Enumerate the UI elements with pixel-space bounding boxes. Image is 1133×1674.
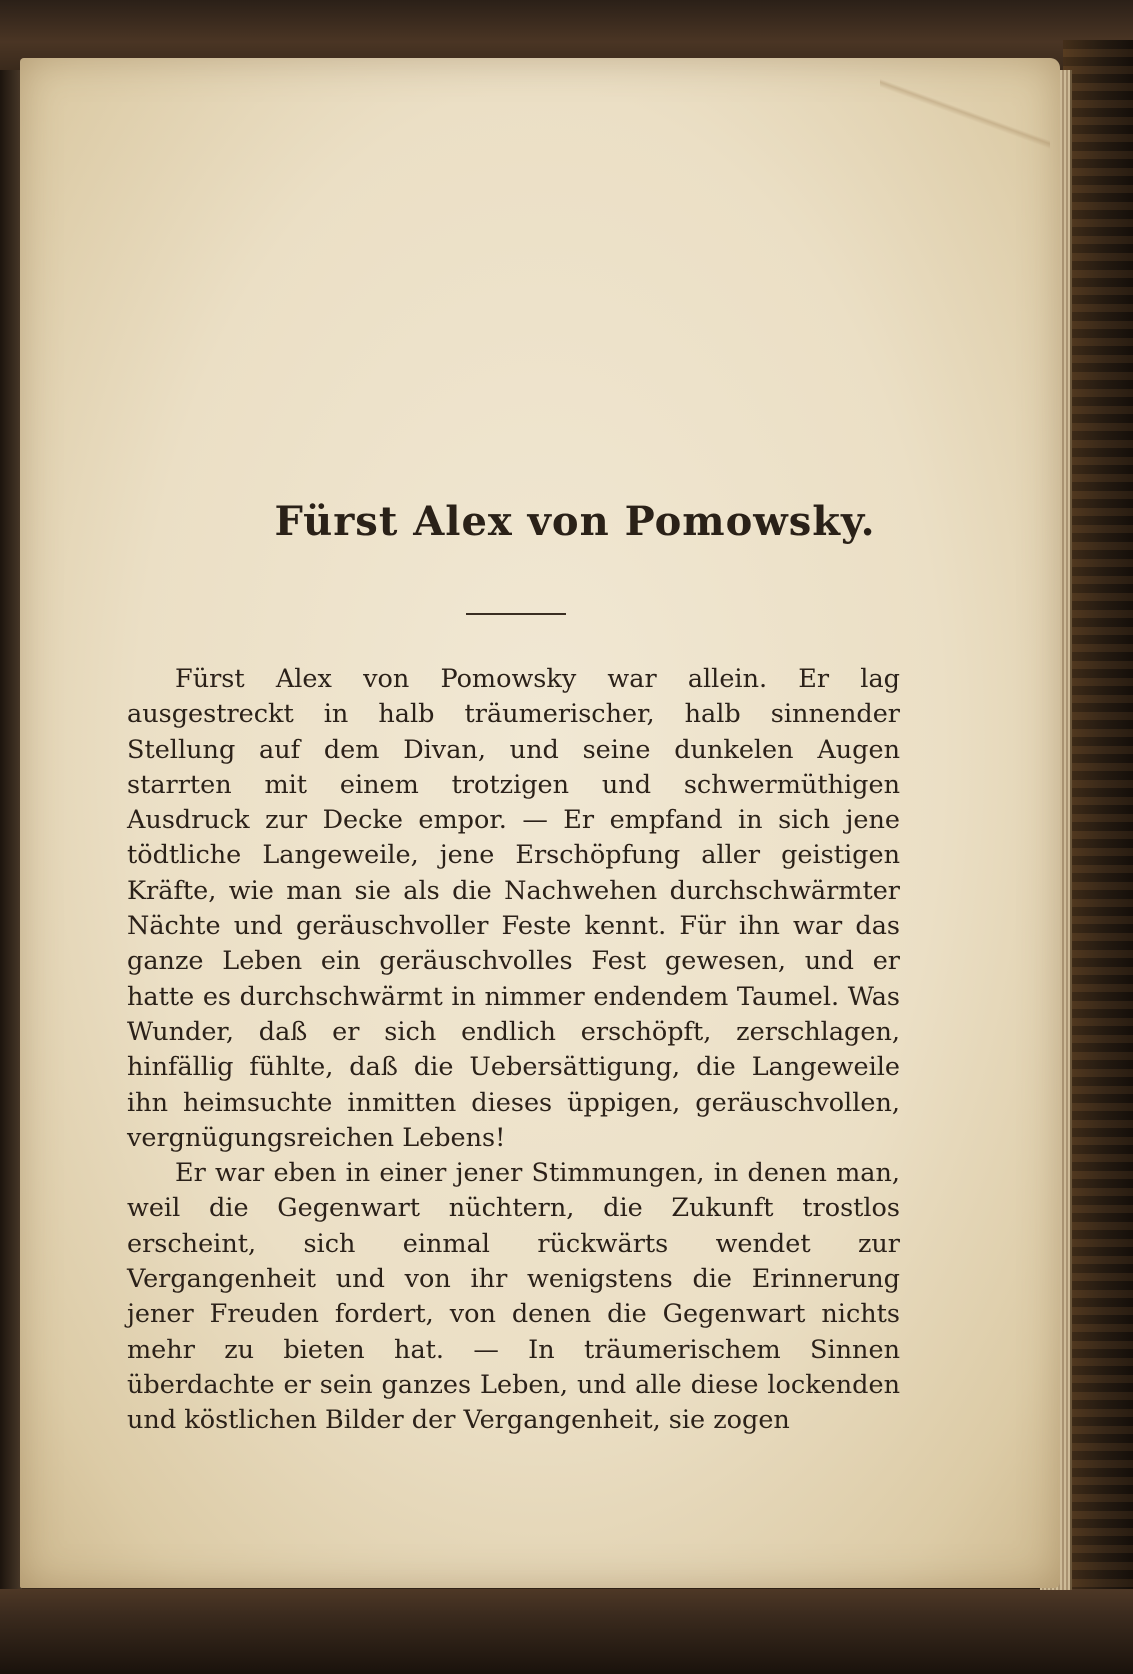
title-divider: [466, 613, 566, 615]
dog-ear-crease: [880, 58, 1050, 168]
chapter-title: Fürst Alex von Pomowsky.: [274, 498, 876, 545]
paragraph: Fürst Alex von Pomowsky war allein. Er lag ausgestreckt in halb träumerischer, halb sinnender Stellung auf dem Divan, und seine dunkelen Augen starrten mit einem trotzigen und schwermüthigen Ausdruck zur Decke empor. — Er empfand in sich jene tödtliche Langeweile, jene Erschöpfung aller geistigen Kräfte, wie man sie als die Nachwehen durchschwärmter Nächte und geräuschvoller Feste kennt. Für ihn war das ganze Leben ein geräuschvolles Fest gewesen, und er hatte es durchschwärmt in nimmer endendem Taumel. Was Wunder, daß er sich endlich erschöpft, zerschlagen, hinfällig fühlte, daß die Uebersättigung, die Langeweile ihn heimsuchte inmitten dieses üppigen, geräuschvollen, vergnügungsreichen Lebens!: [127, 664, 900, 1153]
book-cover-left-edge: [0, 0, 22, 1674]
book-cover-bottom-edge: [0, 1589, 1133, 1674]
chapter-body-text: [127, 662, 900, 1439]
book-cover-spine-edge: [1063, 40, 1133, 1640]
paragraph: Er war eben in einer jener Stimmungen, in denen man, weil die Gegenwart nüchtern, die Zukunft trostlos erscheint, sich einmal rückwärts wendet zur Vergangenheit und von ihr wenigstens die Erinnerung jener Freuden fordert, von denen die Gegenwart nichts mehr zu bieten hat. — In träumerischem Sinnen überdachte er sein ganzes Leben, und alle diese lockenden und köstlichen Bilder der Vergangenheit, sie zogen: [127, 1158, 900, 1436]
